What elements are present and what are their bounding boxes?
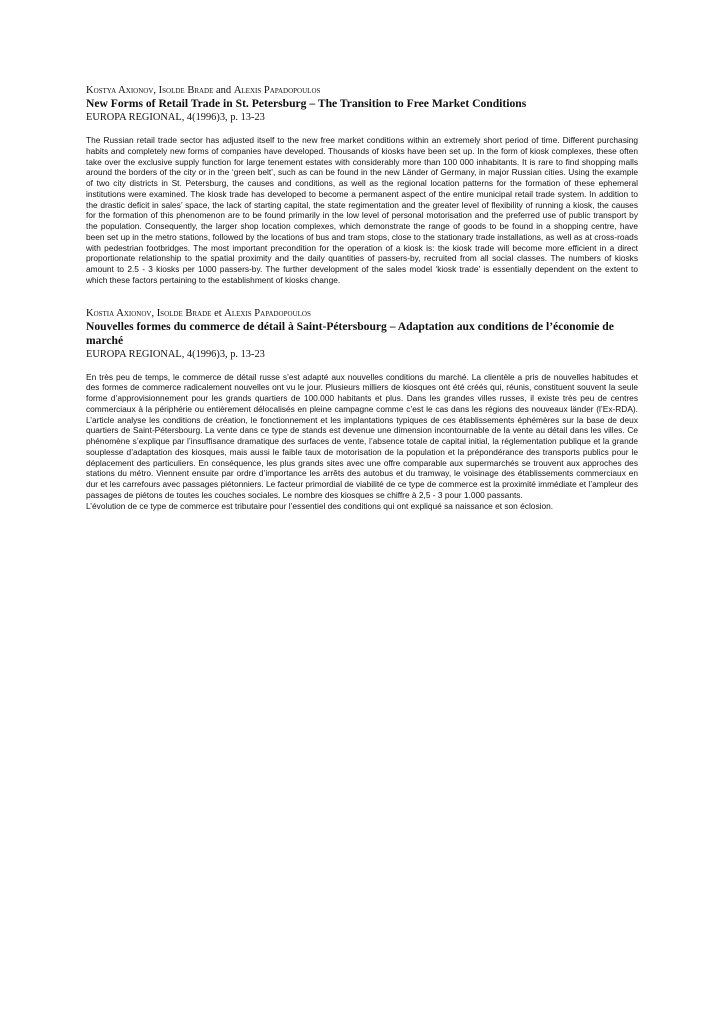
author-separator: , [151, 307, 157, 319]
author-name: Kostya Axionov [86, 85, 154, 96]
abstract-entry-english [86, 84, 638, 286]
author-name: Kostia Axionov [86, 307, 152, 319]
journal-citation: EUROPA REGIONAL, 4(1996)3, p. 13-23 [86, 348, 265, 360]
abstract-text: The Russian retail trade sector has adjusted itself to the new free market conditions within an extremely short period of time. Different purchasing habits and completely new forms of companies have developed. Thousands of kiosks have been set up. In the form of kiosk complexes, these often take over the exclusive supply function for large tenement estates with considerably more than 100 000 inhabitants. It is rare to find shopping malls around the borders of the city or in the ‘green belt’, such as can be found in the new Länder of Germany, in major Russian cities. Using the example of two city districts in St. Petersburg, the causes and conditions, as well as the regional location patterns for the formation of these ephemeral institutions were examined. The kiosk trade has developed to become a permanent aspect of the entire municipal retail trade system. In addition to the drastic deficit in sales’ space, the lack of starting capital, the state regimentation and the greater level of flexibility of running a kiosk, the causes for the formation of this phenomenon are to be found primarily in the low level of personal motorisation and the preferred use of public transport by the population. Consequently, the larger shop location complexes, which demonstrate the range of goods to be found in a shopping centre, have been set up in the metro stations, followed by the locations of bus and tram stops, close to the stationary trade installations, as well as at cross-roads with pedestrian footbridges. The most important precondition for the operation of a kiosk is: the kiosk trade will become more efficient in a direct proportionate relationship to the spatial proximity and the daily quantities of passers-by, recruited from all social classes. The numbers of kiosks amount to 2.5 - 3 kiosks per 1000 passers-by. The further development of the sales model ‘kiosk trade’ is essentially dependent on the extent to which these factors pertaining to the establishment of kiosks change. [86, 135, 638, 285]
journal-citation: EUROPA REGIONAL, 4(1996)3, p. 13-23 [86, 112, 265, 123]
abstract-paragraph: En très peu de temps, le commerce de détail russe s’est adapté aux nouvelles conditions du marché. La clientèle a pris de nouvelles habitudes et des formes de commerce radicalement nouvelles ont vu le jour. Plusieurs milliers de kiosques ont été créés qui, réunis, constituent souvent la seule forme d’approvisionnement pour les grands quartiers de 100.000 habitants et plus. Dans les grandes villes russes, il existe très peu de centres commerciaux à la périphérie ou entièrement délocalisés en pleine campagne comme c’est le cas dans les régions des nouveaux länder (l’Ex-RDA). L’article analyse les conditions de création, le fonctionnement et les implantations typiques de ces établissements éphémères sur la base de deux quartiers de Saint-Pétersbourg. La vente dans ce type de stands est devenue une dimension incontournable de la vente au détail dans les villes. Ce phénomène s’explique par l’insuffisance dramatique des surfaces de vente, l’absence totale de capital initial, la réglementation publique et la grande souplesse d’adaptation des kiosques, mais aussi le faible taux de motorisation de la population et la prépondérance des transports publics pour le déplacement des particuliers. En conséquence, les plus grands sites avec une offre comparable aux supermarchés se trouvent aux approches des stations du métro. Viennent ensuite par ordre d’importance les arrêts des autobus et du tramway, le voisinage des établissements commerciaux en dur et les carrefours avec passages piétonniers. Le facteur primordial de viabilité de ce type de commerce est la proximité immédiate et l’ampleur des passages de piétons de toutes les couches sociales. Le nombre des kiosques se chiffre à 2,5 - 3 pour 1.000 passants. [86, 371, 638, 500]
author-list [86, 307, 638, 320]
author-list [86, 84, 638, 97]
author-conjunction: et [211, 307, 225, 319]
author-name: Alexis Papadopoulos [233, 85, 321, 96]
article-title: New Forms of Retail Trade in St. Petersburg – The Transition to Free Market Conditions [86, 97, 527, 110]
author-conjunction: and [213, 85, 234, 96]
abstract-paragraph: L’évolution de ce type de commerce est tributaire pour l’essentiel des conditions qui ont expliqué sa naissance et son éclosion. [86, 500, 554, 511]
document-page [86, 84, 638, 511]
author-name: Isolde Brade [158, 85, 214, 96]
author-name: Alexis Papadopoulos [224, 307, 311, 319]
author-name: Isolde Brade [156, 307, 212, 319]
abstract-entry-french [86, 307, 638, 512]
article-title: Nouvelles formes du commerce de détail à Saint-Pétersbourg – Adaptation aux conditions de l’économie de marché [86, 319, 614, 347]
author-separator: , [153, 85, 159, 96]
abstract-text [86, 372, 638, 512]
